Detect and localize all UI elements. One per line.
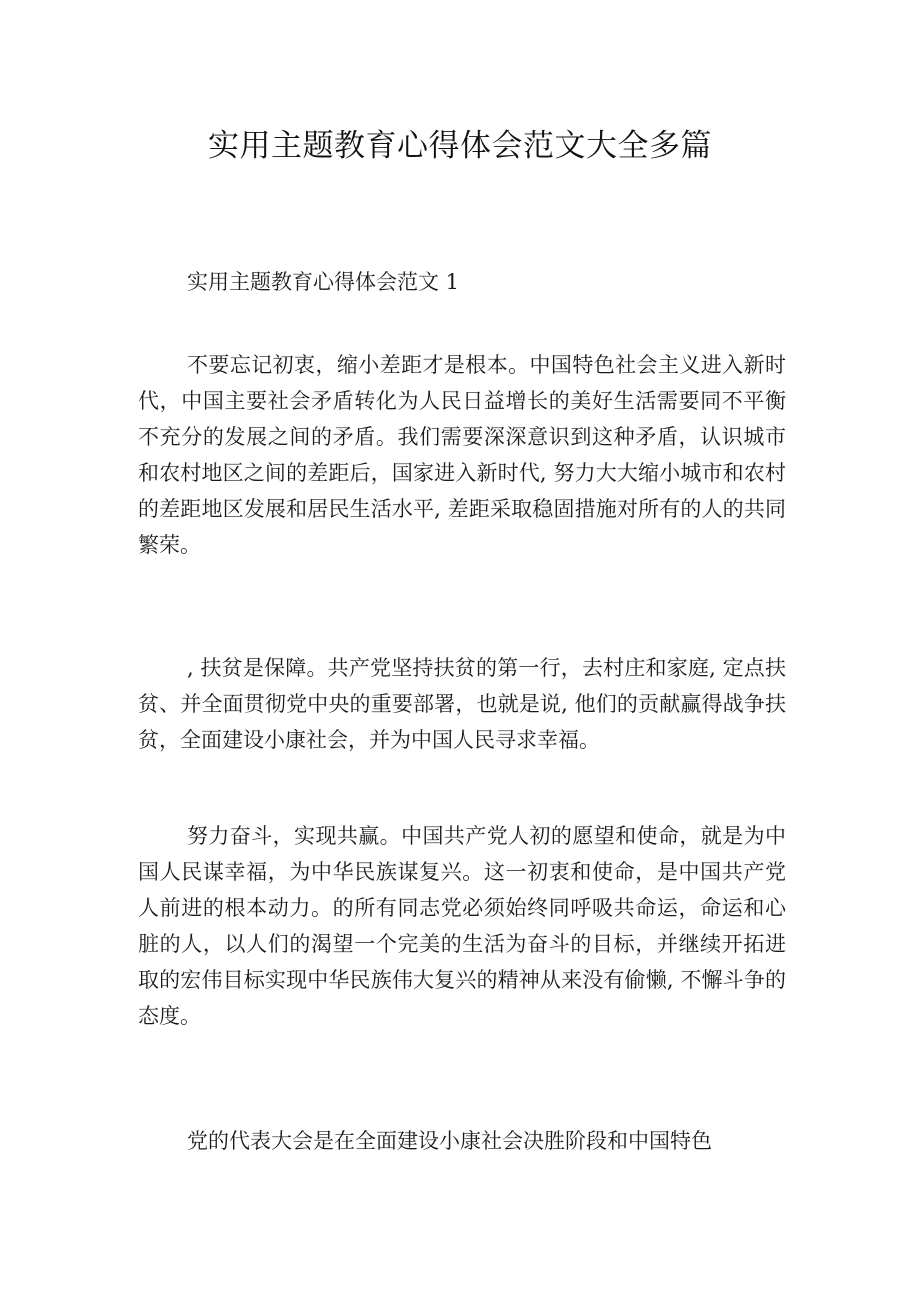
paragraph: , 扶贫是保障。共产党坚持扶贫的第一行，去村庄和家庭, 定点扶贫、并全面贯彻党中央的重要部署，也就是说, 他们的贡献赢得战争扶贫，全面建设小康社会，并为中国人民寻求幸福。 [138, 656, 786, 752]
paragraph: 不要忘记初衷，缩小差距才是根本。中国特色社会主义进入新时代，中国主要社会矛盾转化为人民日益增长的美好生活需要同不平衡不充分的发展之间的矛盾。我们需要深深意识到这种矛盾，认识城市和农村地区之间的差距后，国家进入新时代, 努力大大缩小城市和农村的差距地区发展和居民生活水平, 差距采取稳固措施对所有的人的共同繁荣。 [138, 353, 786, 557]
document-title: 实用主题教育心得体会范文大全多篇 [208, 128, 712, 164]
paragraph: 党的代表大会是在全面建设小康社会决胜阶段和中国特色 [187, 1129, 712, 1153]
paragraph: 努力奋斗，实现共赢。中国共产党人初的愿望和使命，就是为中国人民谋幸福，为中华民族谋复兴。这一初衷和使命，是中国共产党人前进的根本动力。的所有同志党必须始终同呼吸共命运，命运和心脏的人，以人们的渴望一个完美的生活为奋斗的目标，并继续开拓进取的宏伟目标实现中华民族伟大复兴的精神从来没有偷懒, 不懈斗争的态度。 [138, 824, 786, 1028]
section-heading: 实用主题教育心得体会范文 1 [187, 270, 460, 294]
